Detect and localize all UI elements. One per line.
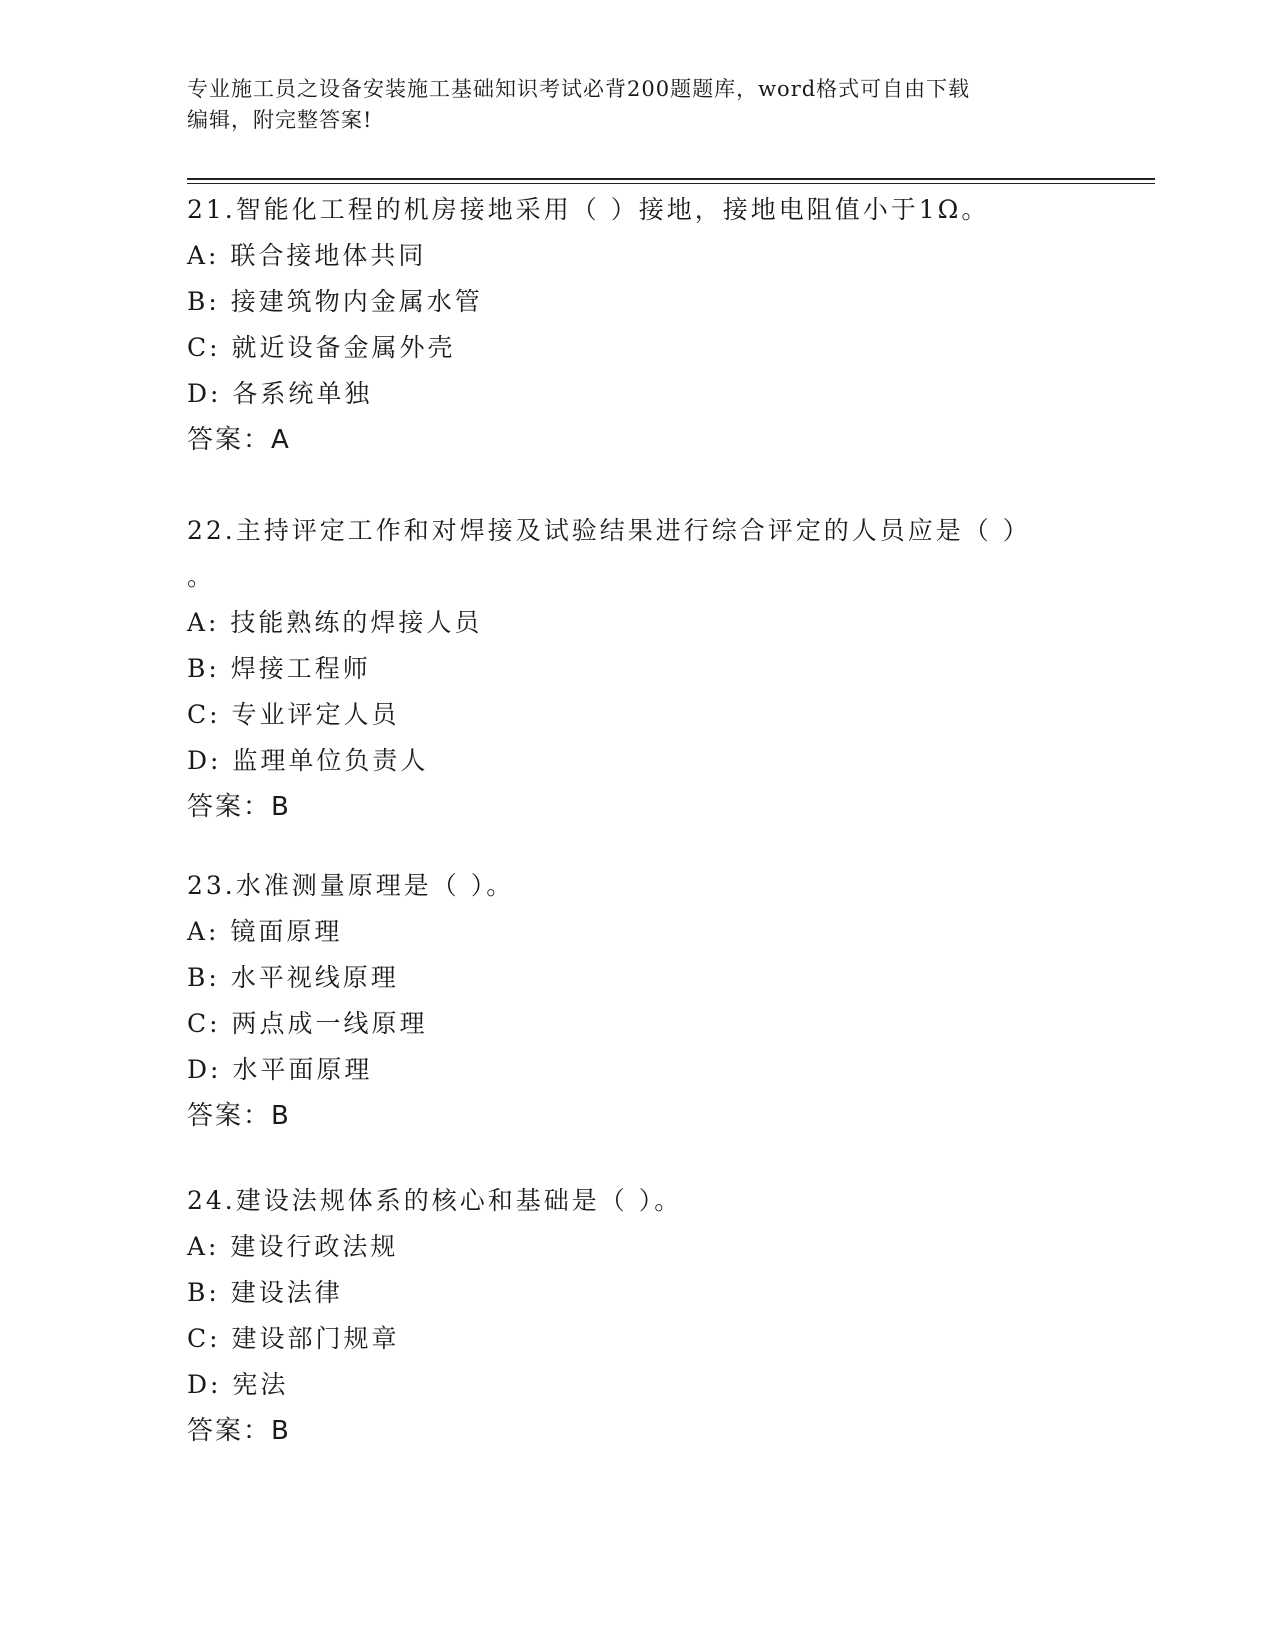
option-c: C: 就近设备金属外壳 (187, 333, 456, 362)
option-a: A: 建设行政法规 (187, 1232, 399, 1261)
question-stem-continuation: 。 (187, 562, 213, 591)
header-divider-thick (187, 178, 1155, 180)
header-line-1: 专业施工员之设备安装施工基础知识考试必背200题题库，word格式可自由下载 (187, 77, 971, 101)
option-b: B: 焊接工程师 (187, 654, 371, 683)
question-stem: 24.建设法规体系的核心和基础是（ ）。 (187, 1186, 683, 1215)
option-d: D: 监理单位负责人 (187, 746, 429, 775)
option-c: C: 专业评定人员 (187, 700, 400, 729)
option-d: D: 各系统单独 (187, 379, 373, 408)
option-a: A: 镜面原理 (187, 917, 343, 946)
header-line-2: 编辑，附完整答案! (187, 108, 373, 132)
option-d: D: 水平面原理 (187, 1055, 373, 1084)
option-a: A: 技能熟练的焊接人员 (187, 608, 483, 637)
header-divider-thin (187, 183, 1155, 184)
question-22 (187, 508, 1087, 830)
option-b: B: 接建筑物内金属水管 (187, 287, 483, 316)
question-23 (187, 863, 1087, 1139)
document-header (187, 74, 1067, 136)
question-24 (187, 1178, 1087, 1454)
question-stem: 21.智能化工程的机房接地采用（ ）接地，接地电阻值小于1Ω。 (187, 195, 990, 224)
answer-label: 答案：B (187, 1416, 291, 1446)
option-d: D: 宪法 (187, 1370, 289, 1399)
answer-label: 答案：B (187, 1101, 291, 1131)
option-a: A: 联合接地体共同 (187, 241, 427, 270)
question-21 (187, 187, 1087, 463)
option-b: B: 水平视线原理 (187, 963, 399, 992)
question-stem: 23.水准测量原理是（ ）。 (187, 871, 515, 900)
option-c: C: 建设部门规章 (187, 1324, 400, 1353)
answer-label: 答案：A (187, 425, 291, 455)
option-b: B: 建设法律 (187, 1278, 343, 1307)
question-stem: 22.主持评定工作和对焊接及试验结果进行综合评定的人员应是（ ） (187, 516, 1031, 545)
option-c: C: 两点成一线原理 (187, 1009, 428, 1038)
answer-label: 答案：B (187, 792, 291, 822)
